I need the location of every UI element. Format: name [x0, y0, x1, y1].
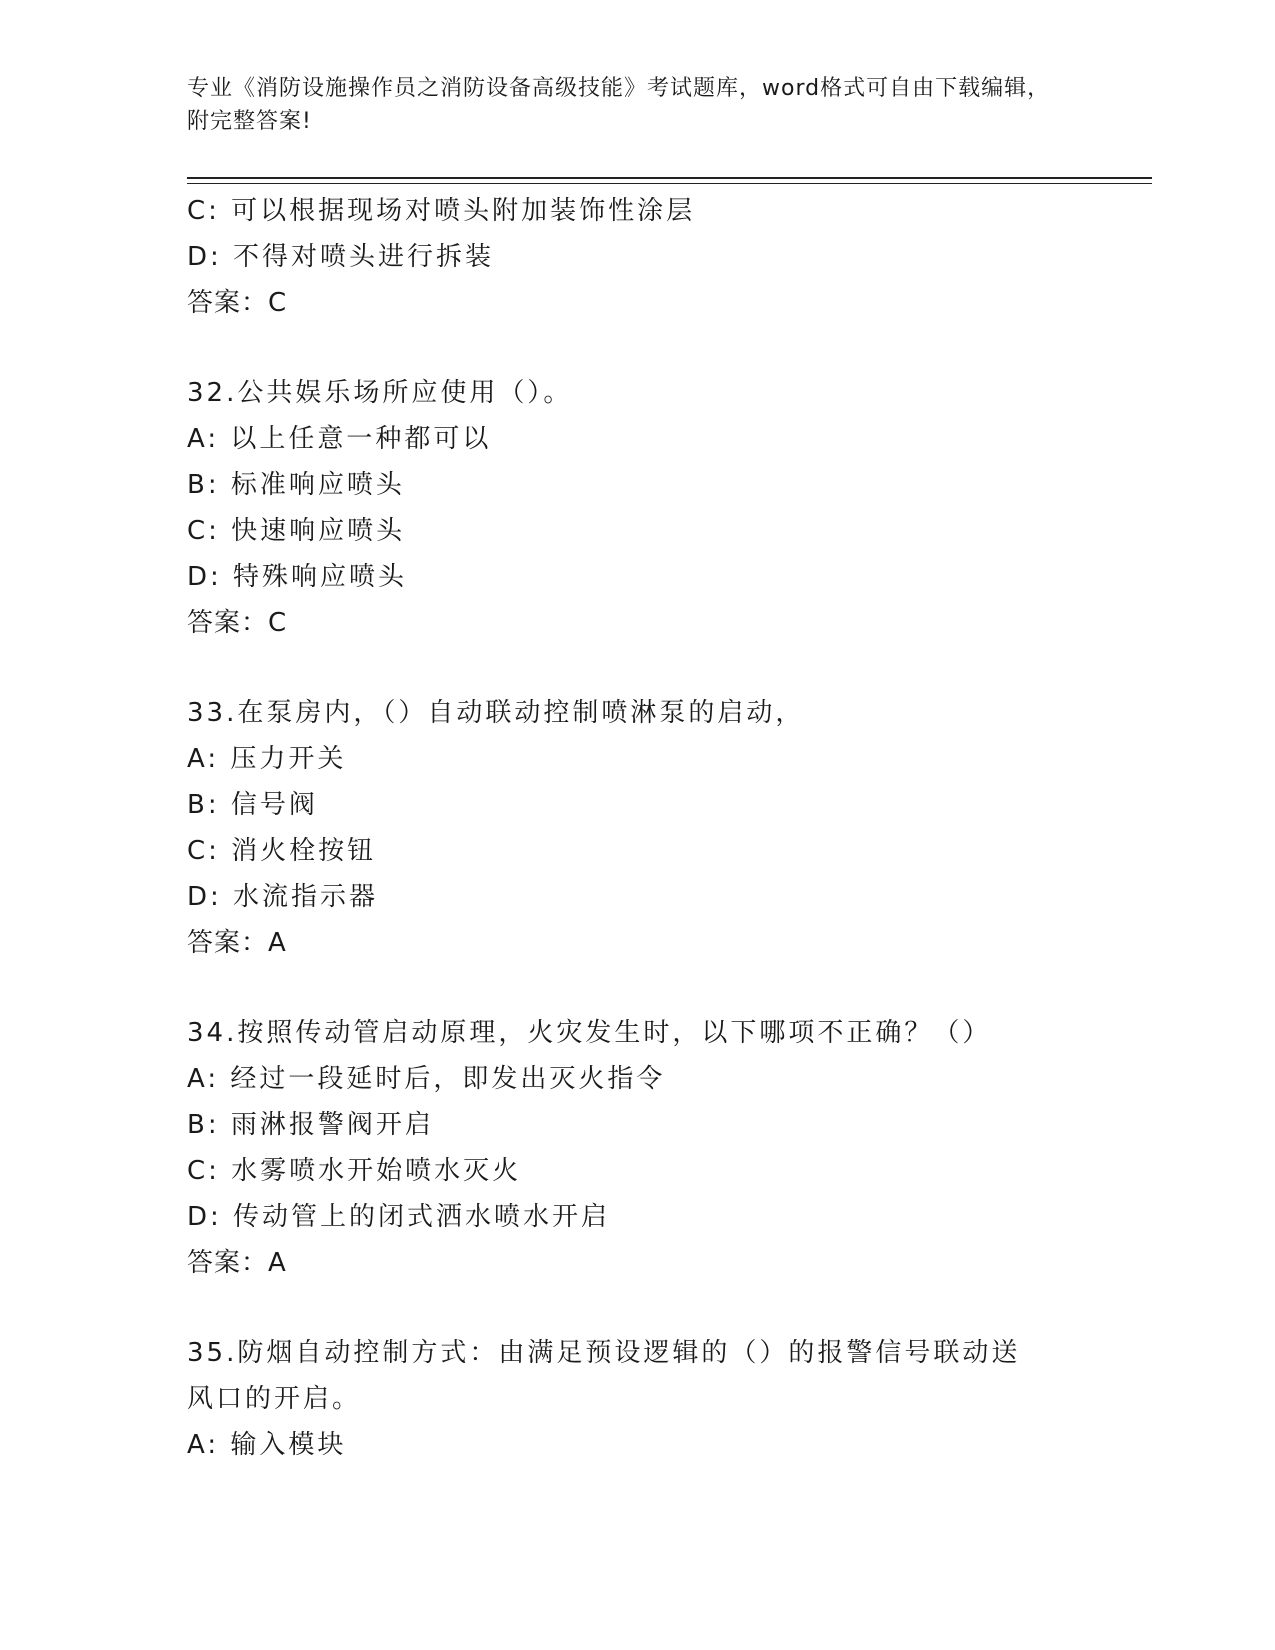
answer-line: 答案：A	[187, 1248, 287, 1278]
spacer	[187, 326, 1087, 370]
option-a: A: 压力开关	[187, 744, 347, 774]
answer-line: 答案：C	[187, 288, 288, 318]
question-35	[187, 1330, 1087, 1468]
option-d: D: 特殊响应喷头	[187, 562, 408, 592]
question-stem: 33.在泵房内，（）自动联动控制喷淋泵的启动，	[187, 698, 805, 728]
answer-line: 答案：C	[187, 608, 288, 638]
option-c: C: 消火栓按钮	[187, 836, 377, 866]
question-list	[187, 188, 1087, 1468]
question-33	[187, 690, 1087, 966]
option-b: B: 雨淋报警阀开启	[187, 1110, 434, 1140]
option-c: C: 水雾喷水开始喷水灭火	[187, 1156, 522, 1186]
option-a: A: 经过一段延时后，即发出灭火指令	[187, 1064, 666, 1094]
question-stem: 34.按照传动管启动原理，火灾发生时，以下哪项不正确？（）	[187, 1018, 992, 1048]
option-d: D: 不得对喷头进行拆装	[187, 242, 495, 272]
header-divider-thick	[187, 177, 1152, 179]
question-34	[187, 1010, 1087, 1286]
option-b: B: 标准响应喷头	[187, 470, 405, 500]
option-b: B: 信号阀	[187, 790, 318, 820]
spacer	[187, 1286, 1087, 1330]
option-d: D: 水流指示器	[187, 882, 379, 912]
answer-line: 答案：A	[187, 928, 287, 958]
option-a: A: 输入模块	[187, 1430, 347, 1460]
option-d: D: 传动管上的闭式洒水喷水开启	[187, 1202, 611, 1232]
question-stem: 35.防烟自动控制方式：由满足预设逻辑的（）的报警信号联动送风口的开启。	[187, 1338, 1021, 1414]
option-c: C: 可以根据现场对喷头附加装饰性涂层	[187, 196, 696, 226]
spacer	[187, 966, 1087, 1010]
document-intro: 专业《消防设施操作员之消防设备高级技能》考试题库，word格式可自由下载编辑，附完整答案!	[187, 76, 1051, 134]
option-c: C: 快速响应喷头	[187, 516, 406, 546]
question-continued	[187, 188, 1087, 326]
question-32	[187, 370, 1087, 646]
spacer	[187, 646, 1087, 690]
header-divider-thin	[187, 183, 1152, 184]
question-stem: 32.公共娱乐场所应使用（）。	[187, 378, 573, 408]
option-a: A: 以上任意一种都可以	[187, 424, 492, 454]
